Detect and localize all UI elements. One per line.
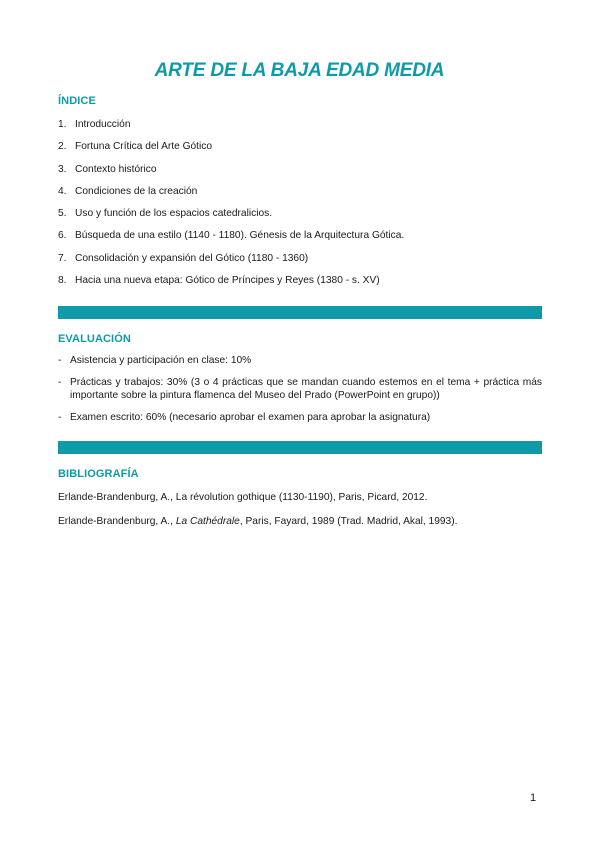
- evaluation-heading: EVALUACIÓN: [58, 333, 131, 345]
- page-number: 1: [530, 792, 537, 804]
- evaluation-item: [58, 376, 542, 402]
- index-item-number: 7.: [58, 252, 67, 264]
- index-item-text: Fortuna Crítica del Arte Gótico: [75, 141, 213, 153]
- index-item-number: 4.: [58, 185, 67, 197]
- bibliography-entry-text: Erlande-Brandenburg, A., La révolution gothique (1130-1190), Paris, Picard, 2012.: [58, 492, 428, 503]
- index-item: [58, 140, 404, 162]
- evaluation-item-text: Prácticas y trabajos: 30% (3 o 4 prácticas que se mandan cuando estemos en el tema + práctica más importante sobre la pintura flamenca del Museo del Prado (PowerPoint en grupo)): [70, 377, 542, 401]
- bibliography-entry-italic-title: La Cathédrale: [175, 516, 240, 527]
- index-item-text: Uso y función de los espacios catedralicios.: [75, 208, 273, 220]
- evaluation-item: [58, 354, 542, 367]
- dash-bullet-icon: -: [58, 355, 62, 366]
- index-item: [58, 163, 404, 185]
- section-divider-band: [58, 441, 542, 454]
- index-item-text: Contexto histórico: [75, 163, 157, 175]
- index-item: [58, 118, 404, 140]
- index-item: [58, 229, 404, 251]
- index-item-number: 5.: [58, 208, 67, 220]
- index-item-text: Búsqueda de una estilo (1140 - 1180). Génesis de la Arquitectura Gótica.: [75, 230, 405, 242]
- index-item: [58, 252, 404, 274]
- evaluation-item-text: Examen escrito: 60% (necesario aprobar el examen para aprobar la asignatura): [70, 412, 431, 423]
- dash-bullet-icon: -: [58, 377, 62, 388]
- index-item-text: Condiciones de la creación: [75, 185, 198, 197]
- dash-bullet-icon: -: [58, 412, 62, 423]
- bibliography-entry-text: Erlande-Brandenburg, A.,: [58, 516, 176, 527]
- index-item-number: 6.: [58, 230, 67, 242]
- bibliography-entry: [58, 515, 457, 528]
- index-item-number: 8.: [58, 275, 67, 287]
- evaluation-item-text: Asistencia y participación en clase: 10%: [70, 355, 252, 366]
- evaluation-list: [58, 354, 542, 433]
- bibliography-entry: [58, 491, 427, 504]
- index-item-text: Introducción: [75, 119, 131, 130]
- index-item-text: Hacia una nueva etapa: Gótico de Príncipes y Reyes (1380 - s. XV): [75, 275, 380, 287]
- document-title: ARTE DE LA BAJA EDAD MEDIA: [154, 60, 445, 81]
- index-item: [58, 185, 404, 207]
- index-item-text: Consolidación y expansión del Gótico (1180 - 1360): [75, 252, 309, 264]
- index-list: [58, 118, 404, 296]
- index-item-number: 3.: [58, 163, 67, 175]
- index-item-number: 1.: [58, 119, 67, 130]
- section-divider-band: [58, 306, 542, 319]
- evaluation-item: [58, 411, 542, 424]
- index-heading: ÍNDICE: [58, 95, 96, 107]
- index-item: [58, 207, 404, 229]
- bibliography-heading: BIBLIOGRAFÍA: [58, 468, 139, 480]
- index-item-number: 2.: [58, 141, 67, 153]
- index-item: [58, 274, 404, 296]
- bibliography-entry-text: , Paris, Fayard, 1989 (Trad. Madrid, Akal, 1993).: [239, 516, 458, 527]
